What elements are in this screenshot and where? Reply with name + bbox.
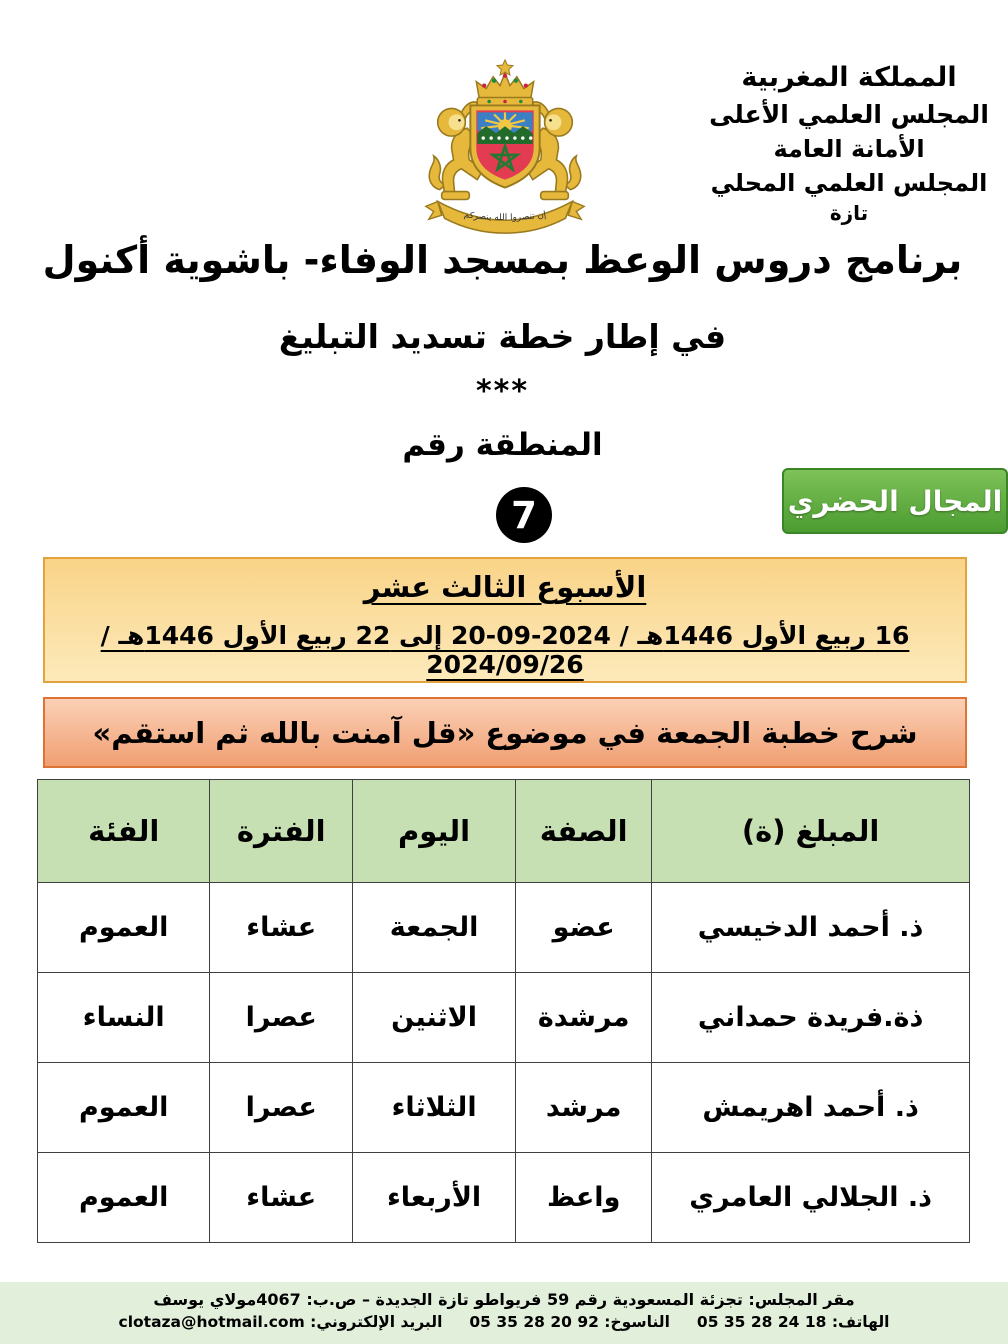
general-secretariat-name: الأمانة العامة	[773, 135, 925, 163]
schedule-table	[37, 779, 970, 1243]
cell-preacher: ذة.فريدة حمداني	[652, 973, 970, 1063]
table-row	[38, 973, 970, 1063]
urban-domain-badge: المجال الحضري	[782, 468, 1008, 534]
kingdom-name: المملكة المغربية	[741, 62, 957, 93]
cell-role: عضو	[516, 883, 652, 973]
cell-role: مرشدة	[516, 973, 652, 1063]
table-row	[38, 1153, 970, 1243]
col-header-day: اليوم	[353, 780, 516, 883]
cell-role: مرشد	[516, 1063, 652, 1153]
svg-text:إن تنصروا الله ينصركم	[463, 210, 547, 223]
cell-period: عصرا	[210, 1063, 353, 1153]
supreme-council-name: المجلس العلمي الأعلى	[709, 100, 989, 129]
org-header	[690, 62, 1008, 225]
document-title: برنامج دروس الوعظ بمسجد الوفاء- باشوية أكنول	[42, 238, 963, 282]
cell-day: الأربعاء	[353, 1153, 516, 1243]
col-header-preacher: المبلغ (ة)	[652, 780, 970, 883]
local-council-name: المجلس العلمي المحلي	[710, 169, 988, 197]
cell-day: الجمعة	[353, 883, 516, 973]
cell-audience: العموم	[38, 883, 210, 973]
col-header-role: الصفة	[516, 780, 652, 883]
cell-period: عصرا	[210, 973, 353, 1063]
footer-contacts: الهاتف: 18 24 28 35 05 الناسوخ: 92 20 28 35 05 البريد الإلكتروني: clotaza@hotmail.com	[118, 1313, 890, 1331]
cell-preacher: ذ. الجلالي العامري	[652, 1153, 970, 1243]
table-header-row	[38, 780, 970, 883]
cell-preacher: ذ. أحمد اهريمش	[652, 1063, 970, 1153]
morocco-coat-of-arms-icon	[406, 58, 604, 238]
zone-number-badge	[496, 487, 552, 543]
footer-address: مقر المجلس: تجزئة المسعودية رقم 59 فريواطو تازة الجديدة – ص.ب: 4067مولاي يوسف	[153, 1290, 855, 1309]
week-date-range: 16 ربيع الأول 1446هـ / 2024-09-20 إلى 22 ربيع الأول 1446هـ / 2024/09/26	[100, 621, 910, 679]
cell-day: الاثنين	[353, 973, 516, 1063]
sermon-topic-banner: شرح خطبة الجمعة في موضوع «قل آمنت بالله ثم استقم»	[43, 697, 967, 768]
document-subtitle: في إطار خطة تسديد التبليغ	[278, 317, 727, 356]
separator-stars: ***	[475, 374, 530, 409]
cell-role: واعظ	[516, 1153, 652, 1243]
cell-audience: العموم	[38, 1153, 210, 1243]
zone-number: 7	[511, 493, 537, 537]
city-name: تازة	[829, 201, 869, 225]
week-banner	[43, 557, 967, 683]
table-row	[38, 883, 970, 973]
cell-period: عشاء	[210, 1153, 353, 1243]
week-title: الأسبوع الثالث عشر	[363, 570, 647, 604]
col-header-period: الفترة	[210, 780, 353, 883]
coat-motto-text: إن تنصروا الله ينصركم	[463, 209, 548, 224]
cell-period: عشاء	[210, 883, 353, 973]
col-header-audience: الفئة	[38, 780, 210, 883]
table-row	[38, 1063, 970, 1153]
cell-audience: النساء	[38, 973, 210, 1063]
footer	[0, 1282, 1008, 1344]
cell-day: الثلاثاء	[353, 1063, 516, 1153]
cell-audience: العموم	[38, 1063, 210, 1153]
cell-preacher: ذ. أحمد الدخيسي	[652, 883, 970, 973]
zone-label: المنطقة رقم	[402, 427, 603, 463]
